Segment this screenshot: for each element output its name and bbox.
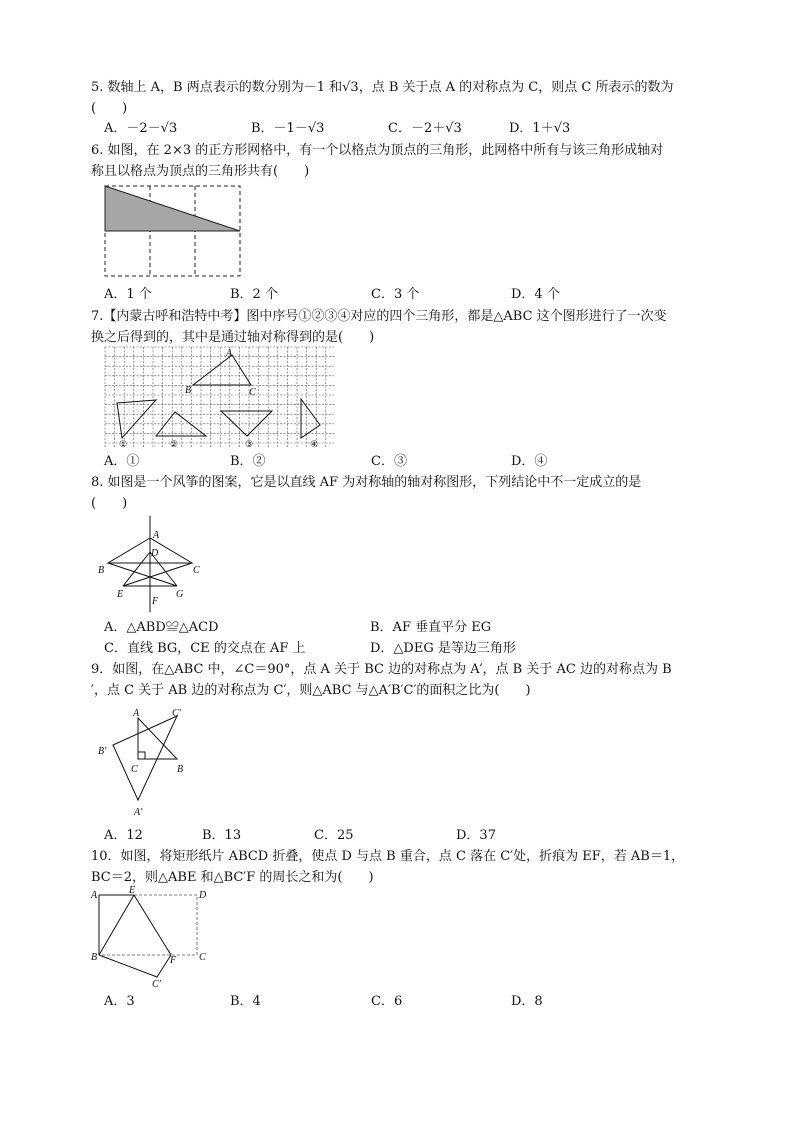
q7-option-a: A．① xyxy=(104,454,140,469)
q8-label-f: F xyxy=(152,596,159,607)
q6-option-b: B．2 个 xyxy=(230,287,278,302)
q5-stem-line2: ( ) xyxy=(91,101,128,116)
q5-option-a: A．－2－√3 xyxy=(104,121,178,136)
q7-option-c: C．③ xyxy=(371,454,407,469)
q10-label-c: C xyxy=(199,952,206,963)
q10-option-c: C．6 xyxy=(371,994,403,1009)
q7-triangle-1 xyxy=(117,400,156,438)
q8-label-d: D xyxy=(151,548,159,559)
q9-label-b: B xyxy=(177,764,184,775)
q5-option-d: D．1＋√3 xyxy=(509,121,571,136)
q5-stem-line1: 5. 数轴上 A，B 两点表示的数分别为－1 和√3，点 B 关于点 A 的对称点为 C，则点 C 所表示的数为 xyxy=(91,80,674,95)
q7-option-b: B．② xyxy=(230,454,266,469)
q10-label-e: E xyxy=(129,885,136,896)
q9-label-a: A xyxy=(133,708,140,719)
q10-label-c-prime: C′ xyxy=(152,979,161,990)
q9-option-c: C．25 xyxy=(314,828,354,843)
q9-option-a: A．12 xyxy=(104,828,143,843)
q5-option-b: B．－1－√3 xyxy=(251,121,325,136)
q7-label-3: ③ xyxy=(245,439,254,449)
q9-option-b: B．13 xyxy=(202,828,242,843)
q8-option-a: A．△ABD≌△ACD xyxy=(104,620,219,635)
q8-option-b: B．AF 垂直平分 EG xyxy=(370,620,492,635)
q8-stem-line2: ( ) xyxy=(91,496,128,511)
q10-label-d: D xyxy=(199,890,207,901)
q9-label-a-prime: A′ xyxy=(134,807,143,818)
q8-label-a: A xyxy=(153,530,160,541)
q8-label-c: C xyxy=(193,565,200,576)
q9-triangle-abc xyxy=(138,718,177,759)
q8-kite-figure xyxy=(95,514,210,614)
q6-option-c: C．3 个 xyxy=(371,287,420,302)
q10-label-b: B xyxy=(91,952,98,963)
q10-option-d: D．8 xyxy=(511,994,543,1009)
q9-label-c: C xyxy=(131,764,138,775)
q7-triangle-2 xyxy=(156,412,206,436)
q9-triangle-figure xyxy=(95,702,200,822)
q7-option-d: D．④ xyxy=(511,454,548,469)
q10-option-a: A．3 xyxy=(104,994,135,1009)
q10-stem-line1: 10．如图，将矩形纸片 ABCD 折叠，使点 D 与点 B 重合，点 C 落在 C′处，折痕为 EF，若 AB＝1， xyxy=(91,849,685,864)
q8-stem-line1: 8. 如图是一个风筝的图案，它是以直线 AF 为对称轴的轴对称图形，下列结论中不一定成立的是 xyxy=(91,475,642,490)
q7-label-a: A xyxy=(226,348,233,359)
q7-label-c: C xyxy=(249,387,256,398)
q10-label-f: F xyxy=(170,955,177,966)
q9-stem-line2: ′，点 C 关于 AB 边的对称点为 C′，则△ABC 与△A′B′C′的面积之比为( ) xyxy=(91,683,531,698)
q9-label-b-prime: B′ xyxy=(98,746,107,757)
q7-stem-line1: 7.【内蒙古呼和浩特中考】图中序号①②③④对应的四个三角形，都是△ABC 这个图形进行了一次变 xyxy=(91,309,667,324)
q6-grid-figure xyxy=(100,182,250,282)
q6-option-d: D．4 个 xyxy=(511,287,560,302)
q10-fold-figure xyxy=(88,884,213,989)
q10-option-b: B．4 xyxy=(230,994,261,1009)
q7-label-2: ② xyxy=(170,439,179,449)
q9-option-d: D．37 xyxy=(456,828,496,843)
q7-label-1: ① xyxy=(119,439,128,449)
q6-shaded-triangle xyxy=(105,186,240,231)
q7-label-4: ④ xyxy=(310,439,319,449)
q9-stem-line1: 9．如图，在△ABC 中，∠C＝90°，点 A 关于 BC 边的对称点为 A′，点 B 关于 AC 边的对称点为 B xyxy=(91,662,672,677)
q6-stem-line1: 6. 如图，在 2×3 的正方形网格中，有一个以格点为顶点的三角形，此网格中所有与该三角形成轴对 xyxy=(91,143,664,158)
q8-label-g: G xyxy=(176,589,184,600)
q10-label-a: A xyxy=(91,890,98,901)
q8-option-d: D．△DEG 是等边三角形 xyxy=(370,641,516,656)
q10-stem-line2: BC＝2，则△ABE 和△BC′F 的周长之和为( ) xyxy=(91,870,374,885)
q7-triangle-abc xyxy=(193,355,251,385)
q6-stem-line2: 称且以格点为顶点的三角形共有( ) xyxy=(91,164,310,179)
q7-triangle-4 xyxy=(301,399,320,438)
q7-stem-line2: 换之后得到的，其中是通过轴对称得到的是( ) xyxy=(91,330,375,345)
q5-option-c: C．－2＋√3 xyxy=(388,121,462,136)
q8-label-b: B xyxy=(98,565,105,576)
q6-option-a: A．1 个 xyxy=(104,287,152,302)
q8-label-e: E xyxy=(117,589,124,600)
q7-grid-figure xyxy=(104,346,336,450)
q8-option-c: C．直线 BG，CE 的交点在 AF 上 xyxy=(104,641,306,656)
q9-label-c-prime: C′ xyxy=(172,708,181,719)
q7-label-b: B xyxy=(185,385,192,396)
